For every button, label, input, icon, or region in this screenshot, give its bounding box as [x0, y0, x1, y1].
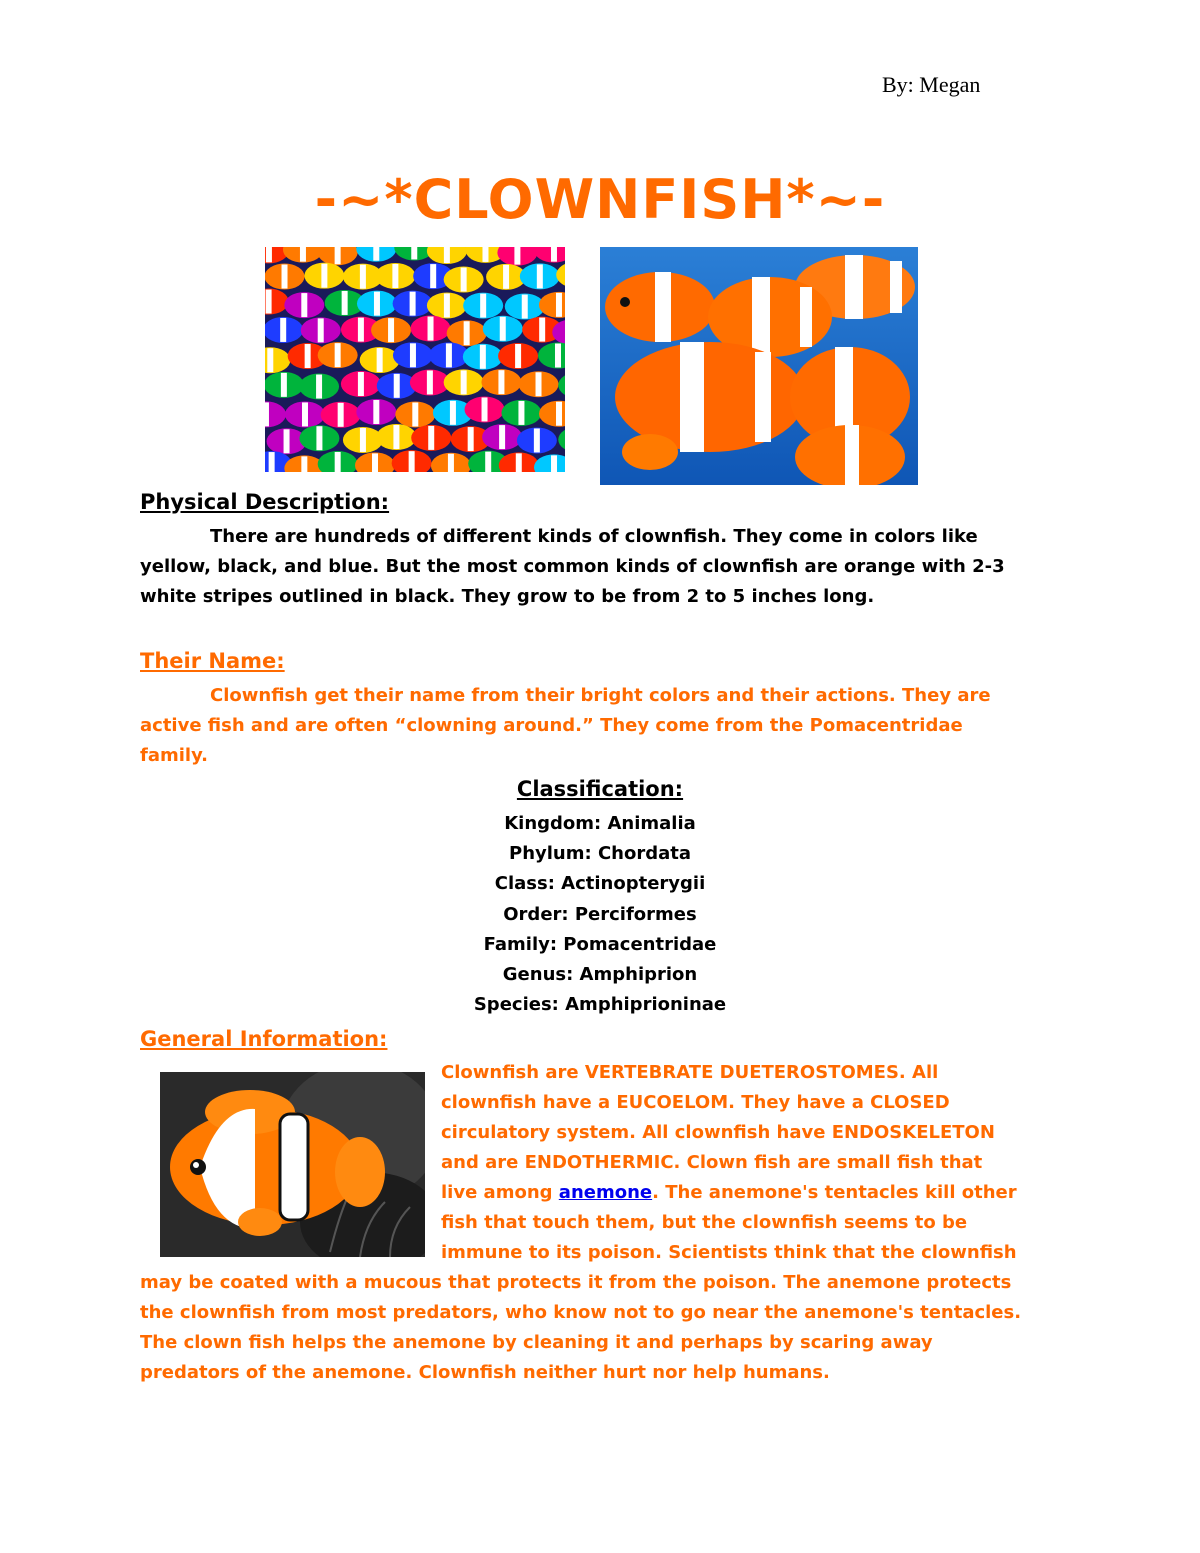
- general-information-full-text: [140, 1268, 1100, 1388]
- physical-line: white stripes outlined in black. They grow to be from 2 to 5 inches long.: [140, 586, 875, 607]
- classification-item: Genus: Amphiprion: [502, 964, 698, 986]
- general-line: clownfish have a EUCOELOM. They have a CLOSED: [441, 1092, 950, 1113]
- general-line-part: . The anemone's tentacles kill other: [652, 1182, 1017, 1203]
- general-line: circulatory system. All clownfish have ENDOSKELETON: [441, 1122, 995, 1143]
- physical-description-text: [140, 522, 1100, 612]
- general-line: and are ENDOTHERMIC. Clown fish are small fish that: [441, 1152, 983, 1173]
- classification-heading: Classification:: [516, 777, 684, 801]
- their-name-heading: Their Name:: [140, 649, 285, 673]
- orange-clownfish-group-photo: [600, 247, 918, 485]
- general-line-with-link: [441, 1178, 1081, 1208]
- page-title: -~*CLOWNFISH*~-: [314, 168, 886, 231]
- general-line: Clownfish are VERTEBRATE DUETEROSTOMES. All: [441, 1062, 939, 1083]
- general-information-side-text: [441, 1058, 1081, 1268]
- general-line: may be coated with a mucous that protects it from the poison. The anemone protects: [140, 1272, 1012, 1293]
- physical-line: yellow, black, and blue. But the most common kinds of clownfish are orange with 2-3: [140, 556, 1005, 577]
- general-line: predators of the anemone. Clownfish neither hurt nor help humans.: [140, 1362, 830, 1383]
- classification-item: Order: Perciformes: [503, 903, 697, 925]
- single-clownfish-photo: [160, 1072, 425, 1257]
- general-line: immune to its poison. Scientists think that the clownfish: [441, 1242, 1017, 1263]
- byline: By: Megan: [882, 72, 981, 97]
- general-line: the clownfish from most predators, who know not to go near the anemone's tentacles.: [140, 1302, 1022, 1323]
- physical-line: There are hundreds of different kinds of clownfish. They come in colors like: [210, 526, 978, 547]
- classification-item: Family: Pomacentridae: [483, 933, 717, 955]
- colorful-clownfish-photo: [265, 247, 565, 472]
- physical-description-heading: Physical Description:: [140, 490, 390, 514]
- name-line: active fish and are often “clowning around.” They come from the Pomacentridae: [140, 715, 963, 736]
- general-line-part: live among: [441, 1182, 559, 1203]
- classification-item: Species: Amphiprioninae: [473, 994, 727, 1016]
- classification-list: [0, 809, 1200, 1020]
- general-line: The clown fish helps the anemone by cleaning it and perhaps by scaring away: [140, 1332, 933, 1353]
- name-line: Clownfish get their name from their bright colors and their actions. They are: [210, 685, 991, 706]
- general-information-heading: General Information:: [140, 1027, 388, 1051]
- anemone-link[interactable]: anemone: [558, 1182, 653, 1203]
- their-name-text: [140, 681, 1100, 771]
- name-line: family.: [140, 745, 208, 766]
- general-line: fish that touch them, but the clownfish seems to be: [441, 1212, 968, 1233]
- classification-item: Phylum: Chordata: [509, 843, 691, 865]
- classification-item: Kingdom: Animalia: [504, 813, 696, 834]
- classification-item: Class: Actinopterygii: [494, 873, 706, 895]
